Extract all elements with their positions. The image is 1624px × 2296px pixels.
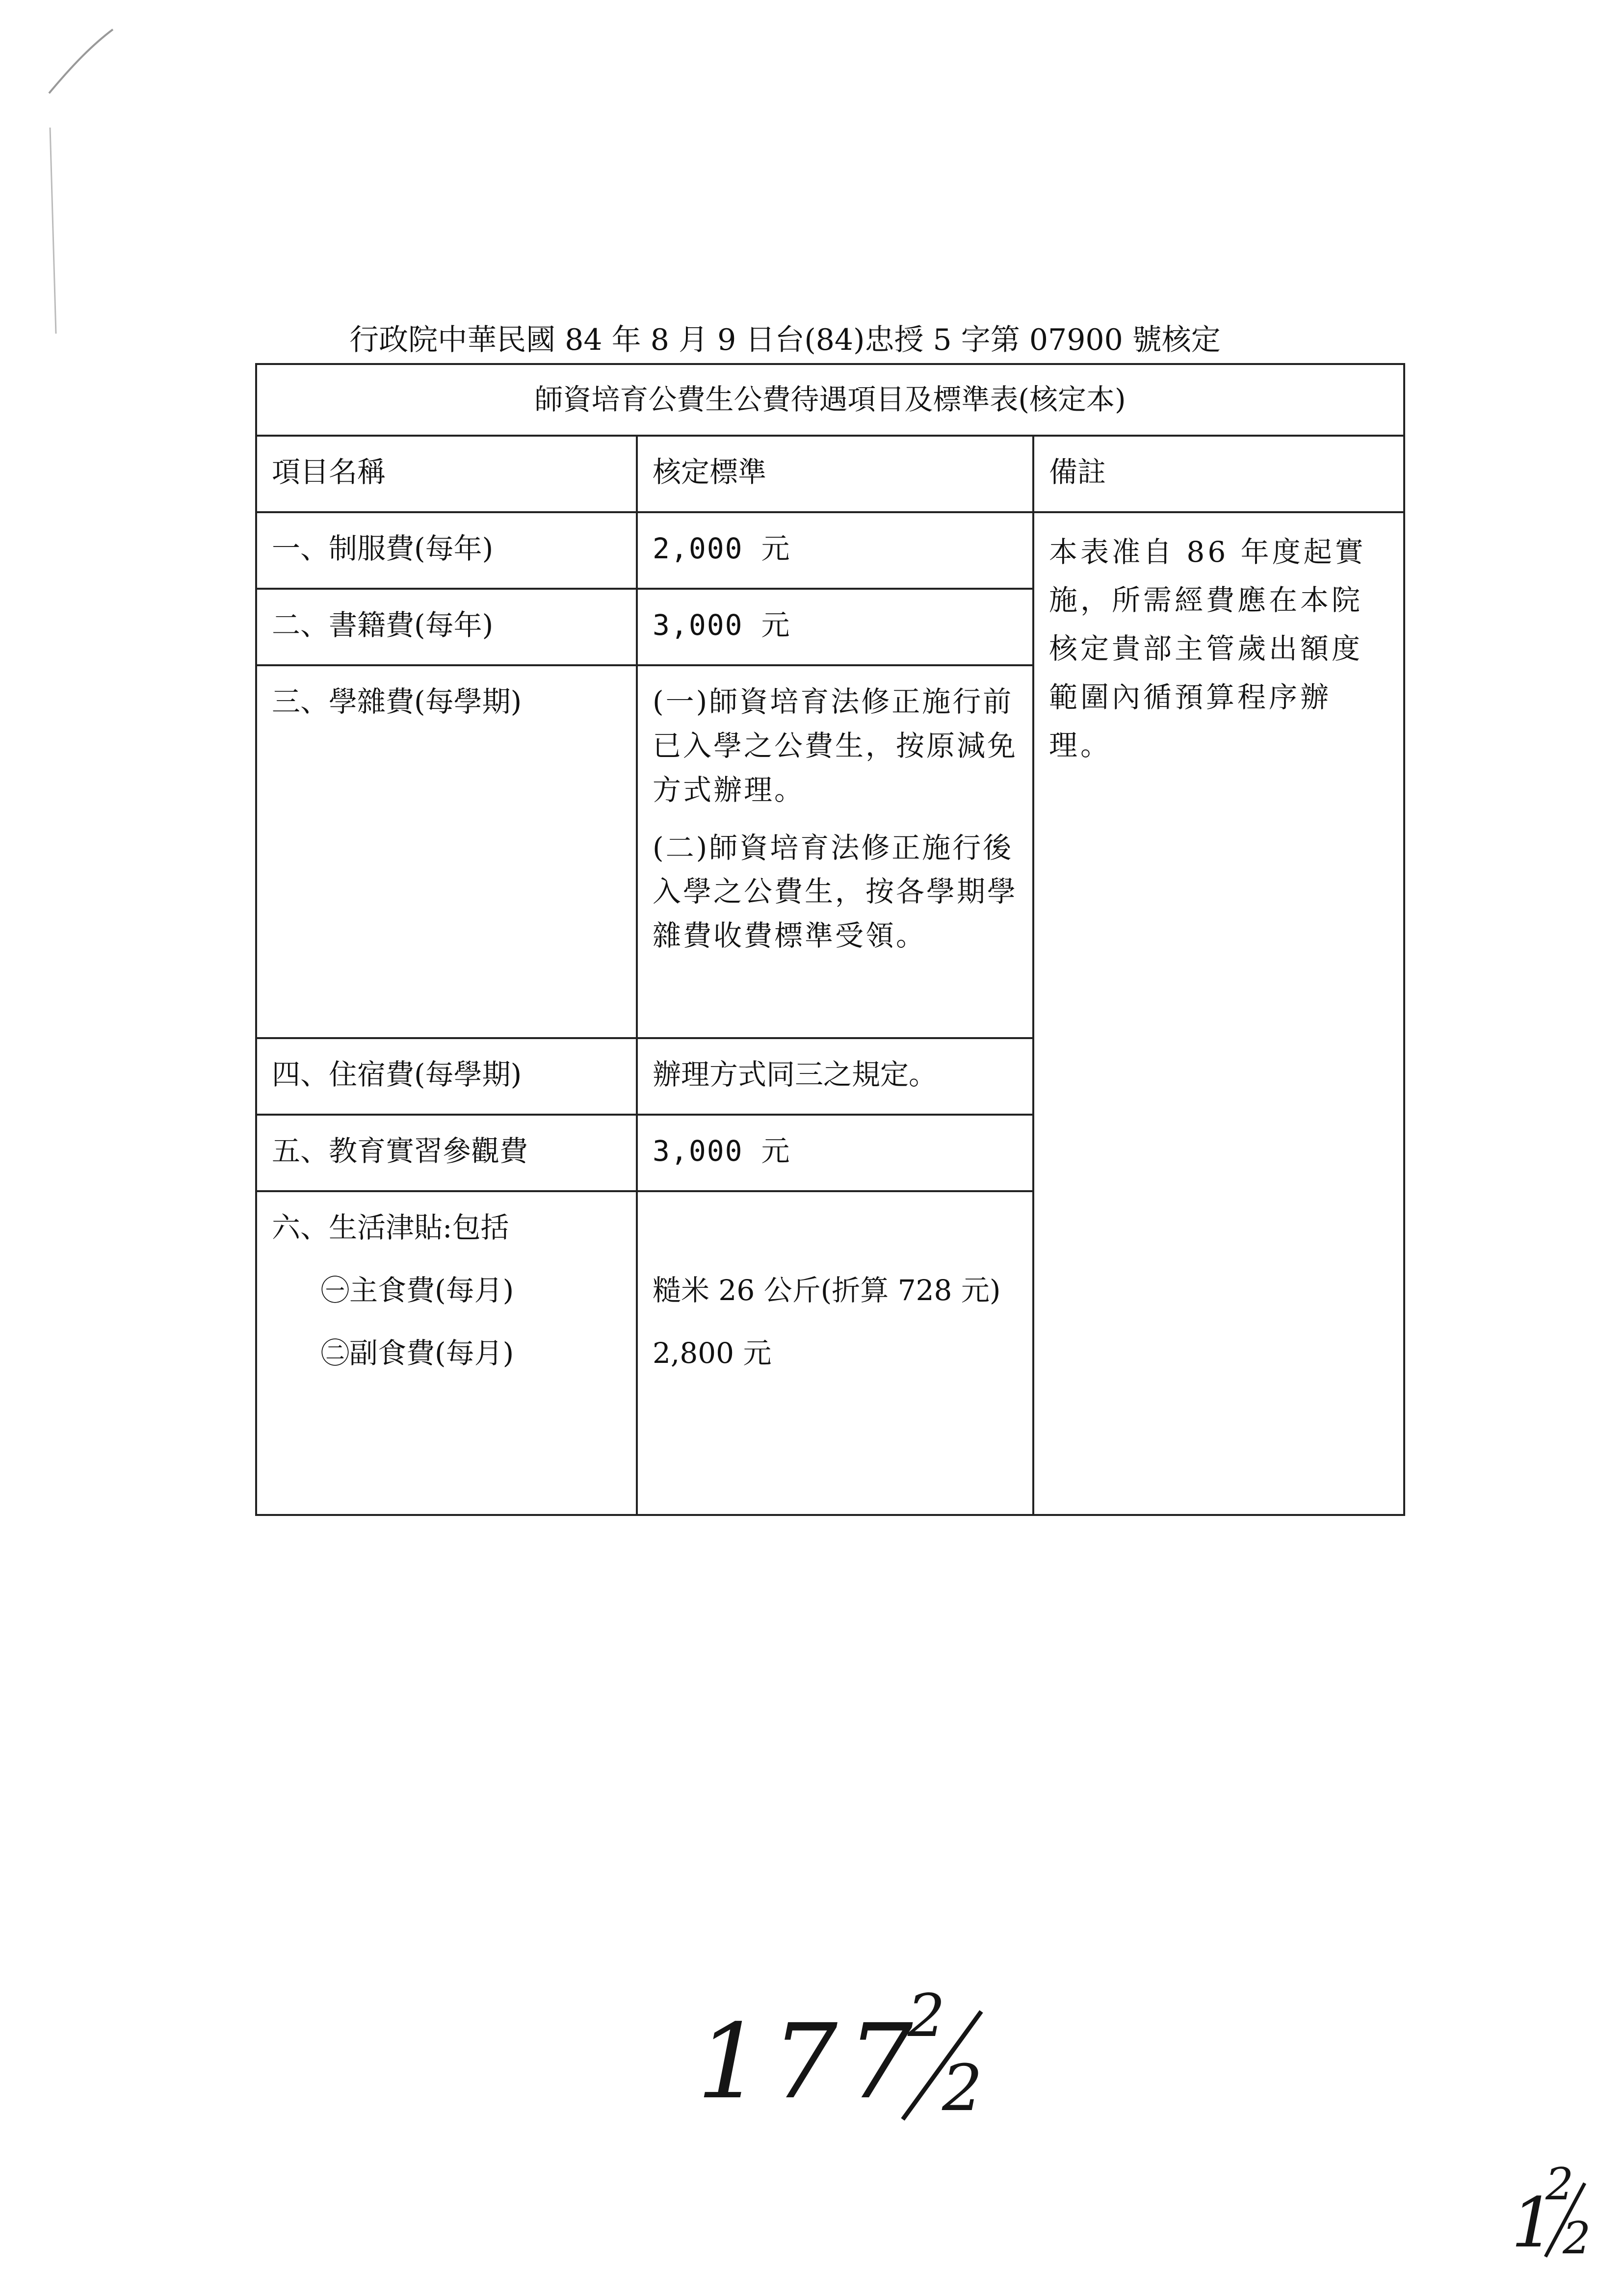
scan-edge-mark	[20, 10, 128, 353]
tuition-rule-1-marker: (一)	[653, 684, 709, 718]
remark-cell	[1033, 512, 1404, 1515]
item-books: 二、書籍費(每年)	[256, 589, 637, 665]
living-allowance-label: 六、生活津貼:包括	[272, 1210, 509, 1244]
item-uniform: 一、制服費(每年)	[256, 512, 637, 589]
remark-text: 本表准自 86 年度起實施，所需經費應在本院核定貴部主管歲出額度範圍內循預算程序辦理。	[1049, 535, 1366, 762]
tuition-rule-2-marker: (二)	[653, 831, 709, 864]
header-remark: 備註	[1033, 436, 1404, 512]
corner-mark-whole: 1	[1511, 2183, 1555, 2263]
tuition-rule-2-text: 師資培育法修正施行後入學之公費生，按各學期學雜費收費標準受領。	[653, 831, 1018, 953]
standard-living-allowance	[637, 1191, 1033, 1515]
standard-uniform: 2,000 元	[637, 512, 1033, 589]
side-food-label: ㊁副食費(每月)	[321, 1336, 514, 1370]
tuition-rule-1	[653, 680, 1018, 812]
staple-food-standard: 糙米 26 公斤(折算 728 元)	[653, 1273, 1001, 1307]
staple-food-label: ㊀主食費(每月)	[321, 1273, 514, 1307]
item-housing: 四、住宿費(每學期)	[256, 1038, 637, 1115]
item-living-allowance	[256, 1191, 637, 1515]
header-item: 項目名稱	[256, 436, 637, 512]
standard-books: 3,000 元	[637, 589, 1033, 665]
handwritten-fraction-bottom: 2	[942, 2051, 983, 2125]
side-food-standard: 2,800 元	[653, 1336, 772, 1370]
standard-tuition	[637, 665, 1033, 1038]
table-title: 師資培育公費生公費待遇項目及標準表(核定本)	[256, 364, 1404, 436]
corner-mark-top: 2	[1545, 2159, 1574, 2210]
item-practicum: 五、教育實習參觀費	[256, 1115, 637, 1191]
approval-line: 行政院中華民國 84 年 8 月 9 日台(84)忠授 5 字第 07900 號核定	[349, 323, 1221, 357]
item-tuition: 三、學雜費(每學期)	[256, 665, 637, 1038]
handwritten-main-number: 177	[697, 2002, 923, 2122]
standard-practicum: 3,000 元	[637, 1115, 1033, 1191]
tuition-rule-1-text: 師資培育法修正施行前已入學之公費生，按原減免方式辦理。	[653, 684, 1018, 807]
corner-fraction-stroke	[1536, 2168, 1595, 2267]
tuition-rule-2	[653, 826, 1018, 959]
standard-housing: 辦理方式同三之規定。	[637, 1038, 1033, 1115]
living-allowance-spacer	[653, 1206, 1018, 1250]
handwritten-fraction-top: 2	[908, 1982, 945, 2050]
corner-mark-bottom: 2	[1563, 2213, 1591, 2264]
allowance-table	[255, 363, 1403, 1516]
header-standard: 核定標準	[637, 436, 1033, 512]
